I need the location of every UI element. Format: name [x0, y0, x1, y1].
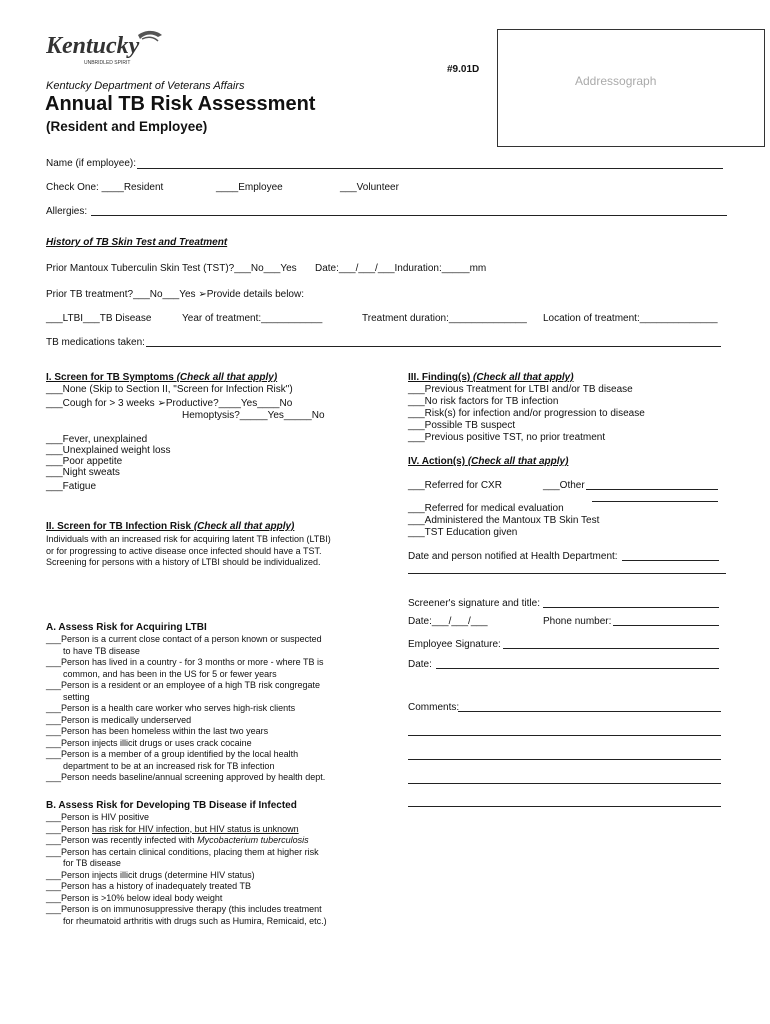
screener-date[interactable]: Date:___/___/___	[408, 616, 488, 627]
employee-sig-label: Employee Signature:	[408, 639, 501, 650]
actions-list	[408, 503, 599, 539]
action-administered-tst[interactable]: ___Administered the Mantoux TB Skin Test	[408, 515, 600, 526]
comments-label: Comments:	[408, 702, 460, 713]
section4-heading: IV. Action(s) (Check all that apply)	[408, 456, 569, 467]
form-number: #9.01D	[447, 64, 480, 75]
ltbi-check[interactable]: ___LTBI___TB Disease	[46, 313, 152, 324]
arrow-icon: ➢	[198, 289, 207, 300]
symptom-fever[interactable]: ___Fever, unexplained	[46, 434, 148, 445]
symptom-weight-loss[interactable]: ___Unexplained weight loss	[46, 445, 171, 456]
symptom-hemoptysis[interactable]: Hemoptysis?_____Yes_____No	[182, 410, 325, 421]
phone-label: Phone number:	[543, 616, 612, 627]
risk-hiv-positive[interactable]: ___Person is HIV positive	[46, 812, 150, 822]
comments-line-2[interactable]	[408, 735, 721, 736]
prior-tst[interactable]: Prior Mantoux Tuberculin Skin Test (TST)?___No___Yes	[46, 263, 297, 274]
comments-line-3[interactable]	[408, 759, 721, 760]
risk-illicit-drugs[interactable]: ___Person injects illicit drugs or uses crack cocaine	[46, 737, 252, 748]
comments-field[interactable]	[458, 711, 721, 712]
section1-heading: I. Screen for TB Symptoms (Check all that apply)	[46, 372, 278, 383]
date2-label: Date:	[408, 659, 432, 670]
action-medical-eval[interactable]: ___Referred for medical evaluation	[408, 503, 564, 514]
page-title: Annual TB Risk Assessment	[45, 93, 316, 115]
name-label: Name (if employee):	[46, 158, 137, 169]
finding-risks[interactable]: ___Risk(s) for infection and/or progression to disease	[408, 408, 645, 419]
other-field-2[interactable]	[592, 501, 718, 502]
risk-close-contact[interactable]: ___Person is a current close contact of a person known or suspected	[46, 634, 322, 644]
risk-local-group[interactable]: ___Person is a member of a group identified by the local health	[46, 749, 299, 759]
notified-label: Date and person notified at Health Department:	[408, 551, 618, 562]
section2-intro: Individuals with an increased risk for acquiring latent TB infection (LTBI) or for progressing to active disease once infected should have a TST. Screening for persons with a history of LTBI should be individualized.	[46, 534, 331, 567]
finding-previous-treatment[interactable]: ___Previous Treatment for LTBI and/or TB disease	[408, 384, 633, 395]
risk-clinical-conditions[interactable]: ___Person has certain clinical conditions, placing them at higher risk	[46, 846, 319, 857]
addressograph-box	[497, 29, 765, 147]
risk-inadequate-treatment[interactable]: ___Person has a history of inadequately treated TB	[46, 881, 251, 891]
kentucky-logo	[46, 27, 166, 71]
date2-field[interactable]	[436, 668, 719, 669]
notified-field-2[interactable]	[408, 573, 726, 574]
symptom-fatigue[interactable]: ___Fatigue	[46, 481, 97, 492]
tb-meds-field[interactable]	[146, 346, 721, 347]
tb-meds-label: TB medications taken:	[46, 337, 145, 348]
prior-treatment-question: Prior TB treatment?___No___Yes	[46, 289, 196, 300]
other-field[interactable]	[586, 489, 718, 490]
svg-text:UNBRIDLED SPIRIT: UNBRIDLED SPIRIT	[84, 60, 131, 66]
prior-treatment[interactable]	[46, 289, 304, 301]
finding-no-risk[interactable]: ___No risk factors for TB infection	[408, 396, 559, 407]
action-other[interactable]: ___Other	[543, 480, 585, 491]
screener-sig-label: Screener's signature and title:	[408, 598, 540, 609]
risk-country[interactable]: ___Person has lived in a country - for 3 months or more - where TB is	[46, 657, 324, 667]
findings-list	[408, 384, 645, 444]
provide-details: Provide details below:	[206, 289, 304, 300]
check-employee[interactable]: ____Employee	[216, 182, 283, 193]
treatment-location[interactable]: Location of treatment:______________	[543, 313, 718, 324]
name-field[interactable]	[137, 168, 723, 169]
symptom-list	[46, 434, 171, 493]
action-cxr[interactable]: ___Referred for CXR	[408, 480, 502, 491]
employee-sig-field[interactable]	[503, 648, 719, 649]
risk-homeless[interactable]: ___Person has been homeless within the last two years	[46, 726, 269, 736]
finding-possible-suspect[interactable]: ___Possible TB suspect	[408, 420, 516, 431]
section-b-heading: B. Assess Risk for Developing TB Disease if Infected	[46, 800, 297, 811]
risk-health-care-worker[interactable]: ___Person is a health care worker who serves high-risk clients	[46, 703, 296, 713]
risk-congregate[interactable]: ___Person is a resident or an employee of a high TB risk congregate	[46, 680, 320, 690]
section-a-heading: A. Assess Risk for Acquiring LTBI	[46, 622, 207, 633]
allergies-field[interactable]	[91, 215, 727, 216]
risk-hiv-unknown[interactable]: ___Person has risk for HIV infection, but HIV status is unknown	[46, 823, 299, 834]
page-subtitle: (Resident and Employee)	[46, 119, 208, 134]
svg-text:Kentucky: Kentucky	[46, 33, 140, 59]
addressograph-label: Addressograph	[575, 74, 657, 88]
check-one-resident[interactable]: Check One: ____Resident	[46, 182, 164, 193]
history-heading: History of TB Skin Test and Treatment	[46, 237, 228, 248]
section2-heading: II. Screen for TB Infection Risk (Check all that apply)	[46, 521, 295, 532]
screener-sig-field[interactable]	[543, 607, 719, 608]
arrow-icon: ➢	[157, 398, 166, 409]
risk-recent-infection[interactable]: ___Person was recently infected with Mycobacterium tuberculosis	[46, 835, 309, 845]
treatment-duration[interactable]: Treatment duration:______________	[362, 313, 527, 324]
risk-baseline[interactable]: ___Person needs baseline/annual screening approved by health dept.	[46, 772, 326, 782]
risk-underweight[interactable]: ___Person is >10% below ideal body weight	[46, 892, 223, 903]
risk-injects-drugs[interactable]: ___Person injects illicit drugs (determine HIV status)	[46, 869, 255, 880]
risk-underserved[interactable]: ___Person is medically underserved	[46, 714, 192, 725]
section-a-list: ___Person is a current close contact of a person known or suspected to have TB disease ___Person has lived in a country - for 3 months or more - where TB is common, and has been in the US for 5 or fewer years ___Person is a resident or an employee of a high TB risk congregate setting ___Person is a health care worker who serves high-risk clients ___Person is medically underserved ___Person has been homeless within the last two years ___Person injects illicit drugs or uses crack cocaine ___Person is a member of a group identified by the local health department to be at an increased risk for TB infection ___Person needs baseline/annual screening approved by health dept.	[46, 634, 326, 782]
finding-positive-tst[interactable]: ___Previous positive TST, no prior treatment	[408, 432, 606, 443]
phone-field[interactable]	[613, 625, 719, 626]
department-name: Kentucky Department of Veterans Affairs	[46, 80, 245, 92]
section3-heading: III. Finding(s) (Check all that apply)	[408, 372, 574, 383]
symptom-poor-appetite[interactable]: ___Poor appetite	[46, 456, 123, 467]
section-b-list: ___Person is HIV positive ___Person has risk for HIV infection, but HIV status is unknown ___Person was recently infected with Mycobacterium tuberculosis ___Person has certain clinical conditions, placing them at higher risk for TB disease ___Person injects illicit drugs (determine HIV status) ___Person has a history of inadequately treated TB ___Person is >10% below ideal body weight ___Person is on immunosuppressive therapy (this includes treatment for rheumatoid arthritis with drugs such as Humira, Remicaid, etc.)	[46, 812, 327, 926]
year-of-treatment[interactable]: Year of treatment:___________	[182, 313, 323, 324]
symptom-night-sweats[interactable]: ___Night sweats	[46, 467, 120, 478]
symptom-none[interactable]: ___None (Skip to Section II, "Screen for Infection Risk")	[46, 384, 293, 395]
comments-line-4[interactable]	[408, 783, 721, 784]
risk-immunosuppressive[interactable]: ___Person is on immunosuppressive therapy (this includes treatment	[46, 904, 322, 914]
action-tst-education[interactable]: ___TST Education given	[408, 527, 518, 538]
check-volunteer[interactable]: ___Volunteer	[340, 182, 399, 193]
symptom-cough[interactable]: ___Cough for > 3 weeks ➢Productive?____Yes____No	[46, 398, 293, 409]
tst-date-induration[interactable]: Date:___/___/___Induration:_____mm	[315, 263, 487, 274]
comments-line-5[interactable]	[408, 806, 721, 807]
allergies-label: Allergies:	[46, 206, 88, 217]
notified-field[interactable]	[622, 560, 719, 561]
